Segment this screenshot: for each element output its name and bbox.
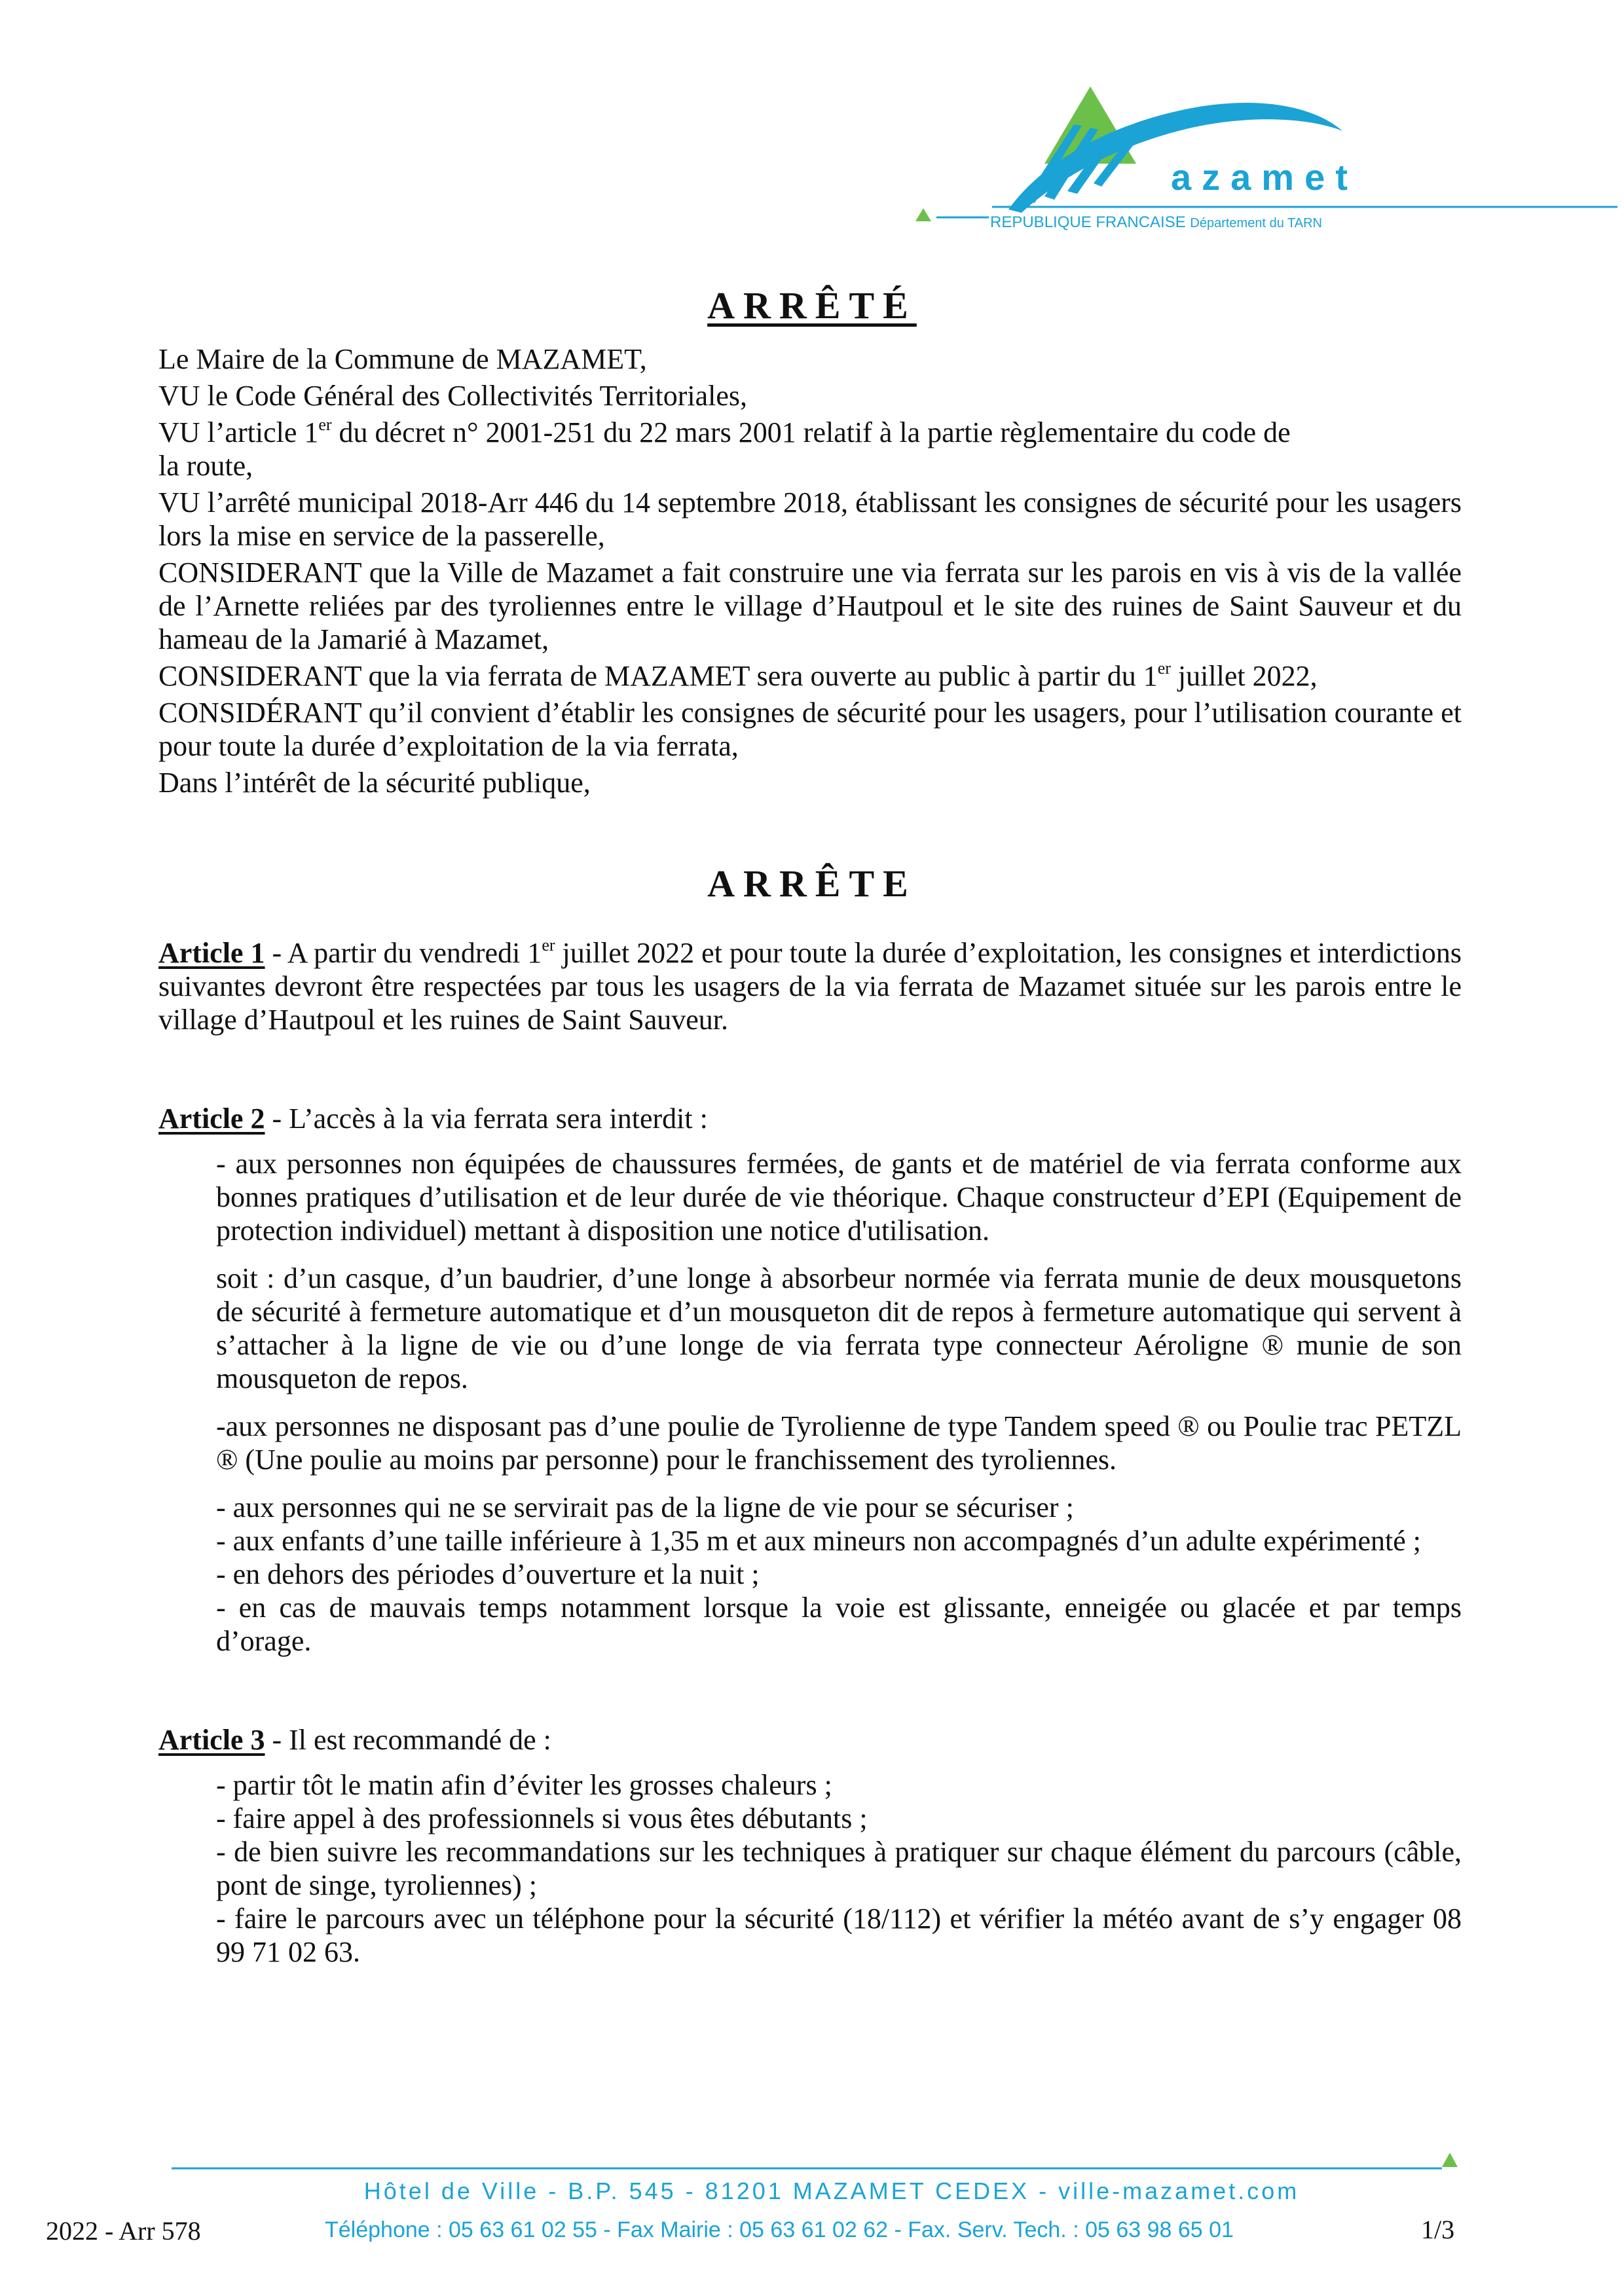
footer-phones: Téléphone : 05 63 61 02 55 - Fax Mairie : 05 63 61 02 62 - Fax. Serv. Tech. : 05 63 98 65 01 (325, 2217, 1234, 2242)
article-2-paragraph: soit : d’un casque, d’un baudrier, d’une longe à absorbeur normée via ferrata munie de deux mousquetons de sécurité à fermeture automatique et d’un mousqueton dit de repos à fermeture automatique qui servent à s’attacher à la ligne de vie ou d’une longe de via ferrata type connecteur Aéroligne ® munie de son mousqueton de repos. (216, 1262, 1462, 1394)
article-3-item: - faire le parcours avec un téléphone pour la sécurité (18/112) et vérifier la météo avant de s’y engager 08 99 71 02 63. (216, 1903, 1462, 1968)
footer-divider (172, 2146, 1463, 2172)
page-number: 1/3 (1421, 2215, 1455, 2244)
decision-title: ARRÊTE (707, 862, 917, 905)
article-3-item: - faire appel à des professionnels si vous êtes débutants ; (216, 1802, 868, 1834)
article-1-heading: Article 1 (158, 937, 265, 969)
decree-sup: er (318, 415, 332, 434)
article-2-paragraph: - aux personnes non équipées de chaussures fermées, de gants et de matériel de via ferrata conforme aux bonnes pratiques d’utilisation et de leur durée de vie théorique. Chaque constructeur d’EPI (Equipement de protection individuel) mettant à disposition une notice d'utilisation. (216, 1148, 1462, 1247)
article-2-item: - en dehors des périodes d’ouverture et la nuit ; (216, 1558, 760, 1590)
article-1-sup: er (542, 936, 555, 955)
article-3-heading: Article 3 (158, 1724, 265, 1756)
article-2-paragraph: -aux personnes ne disposant pas d’une poulie de Tyrolienne de type Tandem speed ® ou Poulie trac PETZL ® (Une poulie au moins par personne) pour le franchissement des tyroliennes. (216, 1410, 1462, 1476)
preamble-line: CONSIDERANT que la Ville de Mazamet a fait construire une via ferrata sur les parois en vis à vis de la vallée de l’Arnette reliées par des tyroliennes entre le village d’Hautpoul et le site des ruines de Saint Sauveur et du hameau de la Jamarié à Mazamet, (158, 556, 1462, 655)
decree-text-pre: VU l’article 1 (158, 416, 319, 448)
article-1-text-pre: - A partir du vendredi 1 (265, 937, 542, 969)
preamble-line: Dans l’intérêt de la sécurité publique, (158, 767, 591, 799)
logo-wordmark: azamet (1171, 156, 1358, 198)
article-1-text-post: juillet 2022 et pour toute la durée d’exploitation, les consignes et interdictions suivantes devront être respectées par tous les usagers de la via ferrata de Mazamet située sur les parois entre le village d’Hautpoul et les ruines de Saint Sauveur. (158, 937, 1462, 1036)
preamble-line: CONSIDÉRANT qu’il convient d’établir les consignes de sécurité pour les usagers, pour l’utilisation courante et pour toute la durée d’exploitation de la via ferrata, (158, 697, 1462, 762)
article-3-item: - de bien suivre les recommandations sur les techniques à pratiquer sur chaque élément du parcours (câble, pont de singe, tyroliennes) ; (216, 1836, 1462, 1901)
article-3-intro: - Il est recommandé de : (265, 1724, 551, 1756)
mazamet-logo (910, 79, 1624, 249)
logo-subtitle (990, 213, 1322, 232)
preamble-line: Le Maire de la Commune de MAZAMET, (158, 343, 647, 375)
article-3-item: - partir tôt le matin afin d’éviter les grosses chaleurs ; (216, 1769, 832, 1801)
footer-triangle-icon (1442, 2153, 1458, 2167)
article-2-item: - aux personnes qui ne se servirait pas de la ligne de vie pour se sécuriser ; (216, 1491, 1074, 1523)
preamble-line: la route, (158, 450, 253, 482)
article-2-item: - en cas de mauvais temps notamment lorsque la voie est glissante, enneigée ou glacée et par temps d’orage. (216, 1592, 1462, 1657)
opening-sup: er (1157, 659, 1171, 678)
article-2-heading: Article 2 (158, 1102, 265, 1135)
preamble (158, 342, 1462, 803)
opening-text-pre: CONSIDERANT que la via ferrata de MAZAMET sera ouverte au public à partir du 1 (158, 660, 1158, 692)
article-2-intro: - L’accès à la via ferrata sera interdit : (265, 1102, 708, 1135)
preamble-opening (158, 659, 1462, 693)
document-title: ARRÊTÉ (707, 284, 917, 327)
articles (158, 936, 1462, 1972)
footer-address: Hôtel de Ville - B.P. 545 - 81201 MAZAMET CEDEX - ville-mazamet.com (363, 2178, 1300, 2204)
article-2-item: - aux enfants d’une taille inférieure à 1,35 m et aux mineurs non accompagnés d’un adulte expérimenté ; (216, 1525, 1421, 1557)
preamble-decree (158, 416, 1462, 449)
article-3 (158, 1723, 1462, 1757)
article-1 (158, 936, 1462, 1036)
document-reference: 2022 - Arr 578 (46, 2216, 201, 2246)
preamble-line: VU l’arrêté municipal 2018-Arr 446 du 14 septembre 2018, établissant les consignes de sécurité pour les usagers lors la mise en service de la passerelle, (158, 486, 1462, 552)
logo-subtitle-department: Département du TARN (1190, 216, 1322, 230)
article-2 (158, 1102, 1462, 1135)
opening-text-post: juillet 2022, (1170, 660, 1318, 692)
preamble-line: VU le Code Général des Collectivités Territoriales, (158, 380, 748, 412)
logo-subtitle-main: REPUBLIQUE FRANCAISE (990, 213, 1186, 231)
decree-text-post: du décret n° 2001-251 du 22 mars 2001 relatif à la partie règlementaire du code de (331, 416, 1291, 448)
